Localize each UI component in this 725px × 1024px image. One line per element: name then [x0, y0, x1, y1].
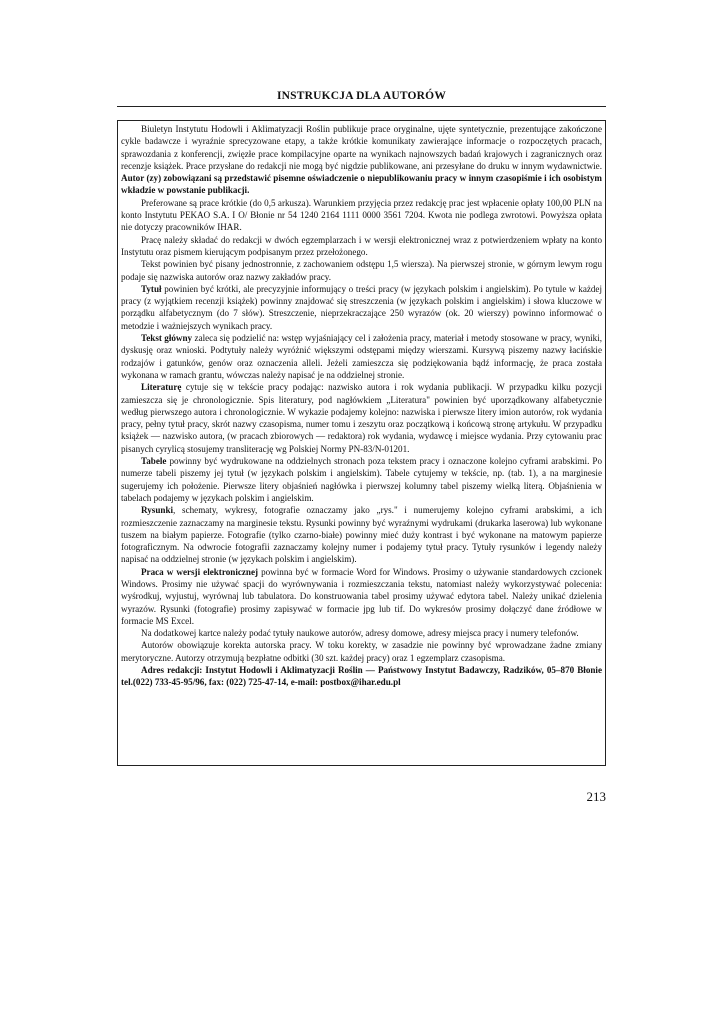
page-header-title: INSTRUKCJA DLA AUTORÓW — [276, 90, 447, 102]
paragraph-proofreading: Autorów obowiązuje korekta autorska pracy. W toku korekty, w zasadzie nie powinny być wprowadzane żadne zmiany merytoryczne. Autorzy otrzymują bezpłatne odbitki (30 szt. każdej pracy) oraz 1 egzemplarz czasopisma. — [121, 640, 602, 663]
page-number: 213 — [586, 789, 606, 804]
paragraph-title: Tytuł powinien być krótki, ale precyzyjnie informujący o treści pracy (w językach polskim i angielskim). Po tytule w każdej pracy (z wyjątkiem recenzji książek) powinny znajdować się streszczenia (w językach polskim i angielskim) i słowa kluczowe w porządku alfabetycznym (do 7 słów). Streszczenie, nieprzekraczające 250 wyrazów (ok. 20 wierszy) powinno informować o metodzie i ważniejszych wynikach pracy. — [121, 283, 602, 331]
paragraph-electronic: Praca w wersji elektronicznej powinna być w formacie Word for Windows. Prosimy o używanie standardowych czcionek Windows. Prosimy nie używać spacji do wyrównywania i rozmieszczania tekstu, natomiast należy wykorzystywać polecenia: wyśrodkuj, wyjustuj, wyrównaj lub tabulatora. Do konstruowania tabel prosimy używać edytora tabel. Należy unikać dzielenia wyrazów. Rysunki (fotografie) prosimy zapisywać w formacie jpg lub tif. Do wykresów prosimy dołączyć dane źródłowe w formacie MS Excel. — [121, 566, 602, 626]
paragraph-tables: Tabele powinny być wydrukowane na oddzielnych stronach poza tekstem pracy i oznaczone kolejno cyframi arabskimi. Po numerze tabeli piszemy jej tytuł (w językach polskim i angielskim). Tabele cytujemy w tekście, np. (tab. 1), a na marginesie sugerujemy ich położenie. Pierwsze litery objaśnień nagłówka i pierwszej kolumny tabel piszemy wielką literą. Objaśnienia w tabelach podajemy w językach polskim i angielskim. — [121, 456, 602, 503]
statement-requirement: Autor (zy) zobowiązani są przedstawić pisemne oświadczenie o niepublikowaniu pracy w innym czasopiśmie i ich osobistym wkładzie w powstanie publikacji. — [121, 173, 602, 196]
paragraph-main-text: Tekst główny zaleca się podzielić na: wstęp wyjaśniający cel i założenia pracy, materiał i metody stosowane w pracy, wyniki, dyskusję oraz wnioski. Podtytuły należy wyróżnić większymi odstępami między wierszami. Kursywą piszemy nazwy łacińskie rodzajów i gatunków, genów oraz oznaczenia alleli. Jeżeli zamieszcza się podziękowania bądź informację, że praca została wykonana w ramach grantu, wówczas należy napisać je na oddzielnej stronie. — [121, 333, 602, 380]
paragraph-address: Adres redakcji: Instytut Hodowli i Aklimatyzacji Roślin — Państwowy Instytut Badawczy, Radzików, 05–870 Błonie tel.(022) 733-45-95/96, fax: (022) 725-47-14, e-mail: postbox@ihar.edu.pl — [121, 665, 602, 688]
paragraph-literature: Literaturę cytuje się w tekście pracy podając: nazwisko autora i rok wydania publikacji. W przypadku kilku pozycji zamieszcza się je chronologicznie. Spis literatury, pod nagłówkiem „Literatura" powinien być uporządkowany alfabetycznie według pierwszego autora i chronologicznie. W wykazie podajemy kolejno: nazwiska i pierwsze litery imion autorów, rok wydania pracy, pełny tytuł pracy, skrót nazwy czasopisma, numer tomu i zeszytu oraz początkową i końcową stronę artykułu. W przypadku książek — nazwisko autora, (w pracach zbiorowych — redaktora) rok wydania, wydawcę i miejsce wydania. Przy cytowaniu prac pisanych cyrylicą stosujemy transliterację wg Polskiej Normy PN-83/N-01201. — [121, 382, 602, 454]
paragraph-fee: Preferowane są prace krótkie (do 0,5 arkusza). Warunkiem przyjęcia przez redakcję prac jest wpłacenie opłaty 100,00 PLN na konto Instytutu PEKAO S.A. I O/ Błonie nr 54 1240 2164 1111 0000 3561 7204. Kwota nie podlega zwrotowi. Powyższa opłata nie dotyczy pracowników IHAR. — [121, 197, 602, 233]
paragraph-intro: Biuletyn Instytutu Hodowli i Aklimatyzacji Roślin publikuje prace oryginalne, ujęte syntetycznie, prezentujące zakończone cykle badawcze i wyraźnie sprecyzowane etapy, a także krótkie komunikaty zawierające informacje o rozpoczętych pracach, sprawozdania z konferencji, zwięzłe prace kompilacyjne oparte na wynikach najnowszych badań krajowych i zagranicznych oraz recenzje książek. Prace przysłane do redakcji nie mogą być nigdzie publikowane, ani przesyłane do druku w innym wydawnictwie. Autor (zy) zobowiązani są przedstawić pisemne oświadczenie o niepublikowaniu pracy w innym czasopiśmie i ich osobistym wkładzie w powstanie publikacji. — [121, 124, 602, 196]
paragraph-figures: Rysunki, schematy, wykresy, fotografie oznaczamy jako „rys." i numerujemy kolejno cyframi arabskimi, a ich rozmieszczenie zaznaczamy na marginesie tekstu. Rysunki powinny być wyraźnymi wydrukami (drukarka laserowa) lub wykonane tuszem na białym papierze. Fotografie (tylko czarno-białe) powinny mieć duży kontrast i być wykonane na matowym papierze fotograficznym. Na odwrocie fotografii zaznaczamy kolejny numer i podajemy tytuł pracy. Tytuły rysunków i legendy należy napisać na oddzielnej stronie (w językach polskim i angielskim). — [121, 505, 602, 565]
header-rule — [117, 106, 606, 107]
paragraph-text-format: Tekst powinien być pisany jednostronnie, z zachowaniem odstępu 1,5 wiersza). Na pierwszej stronie, w górnym lewym rogu podaje się nazwiska autorów oraz nazwy zakładów pracy. — [121, 259, 602, 282]
paragraph-submission: Pracę należy składać do redakcji w dwóch egzemplarzach i w wersji elektronicznej wraz z potwierdzeniem wpłaty na konto Instytutu oraz pismem kierującym podpisanym przez przełożonego. — [121, 234, 602, 257]
instructions-box — [117, 120, 606, 766]
paragraph-contact-card: Na dodatkowej kartce należy podać tytuły naukowe autorów, adresy domowe, adresy miejsca pracy i numery telefonów. — [141, 628, 579, 639]
